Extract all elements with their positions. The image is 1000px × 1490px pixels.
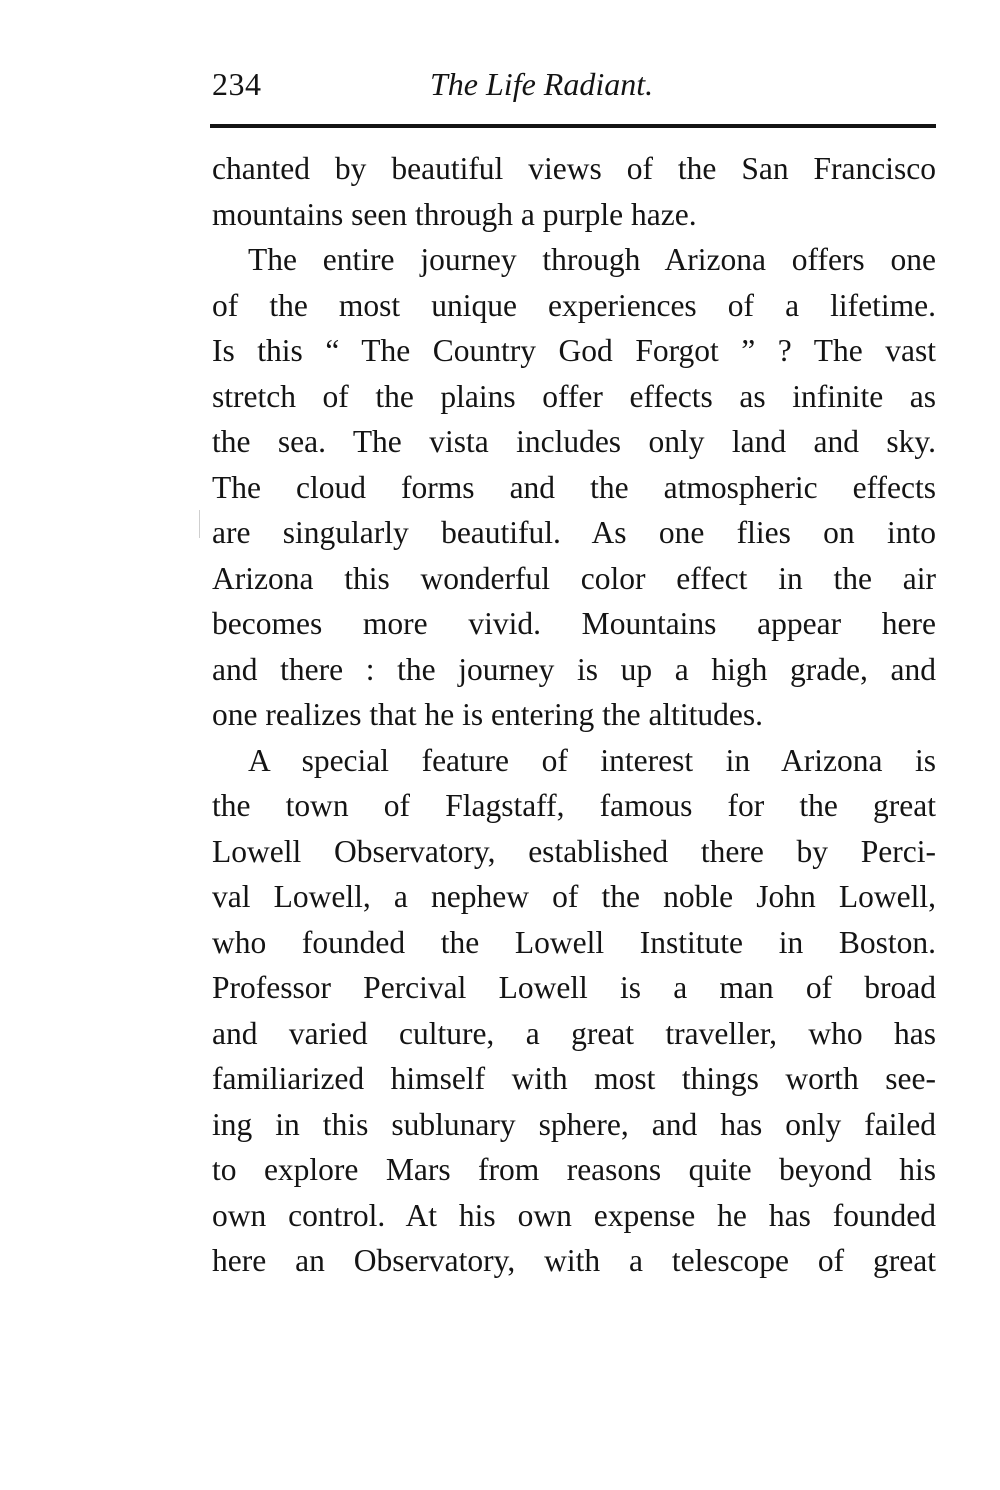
text-line: chanted by beautiful views of the San Francisco: [212, 151, 936, 186]
text-line: mountains seen through a purple haze.: [212, 196, 697, 232]
body-text: [212, 146, 936, 1284]
text-line: who founded the Lowell Institute in Boston.: [212, 924, 936, 960]
running-head: [212, 62, 936, 110]
running-title: The Life Radiant.: [430, 66, 654, 102]
text-line: are singularly beautiful. As one flies on into: [212, 515, 936, 550]
page-number: 234: [212, 66, 262, 102]
text-line: the sea. The vista includes only land and sky.: [212, 424, 936, 459]
text-line: Professor Percival Lowell is a man of broad: [212, 970, 936, 1005]
text-line: of the most unique experiences of a lifetime.: [212, 287, 936, 323]
text-line: val Lowell, a nephew of the noble John Lowell,: [212, 879, 936, 914]
text-line: here an Observatory, with a telescope of great: [212, 1243, 936, 1278]
text-line: Arizona this wonderful color effect in the air: [212, 560, 936, 596]
text-line: Is this “ The Country God Forgot ” ? The vast: [212, 333, 936, 368]
text-line: A special feature of interest in Arizona is: [248, 742, 936, 778]
text-line: becomes more vivid. Mountains appear here: [212, 606, 936, 641]
text-line: own control. At his own expense he has founded: [212, 1197, 936, 1233]
text-line: The entire journey through Arizona offers one: [248, 242, 936, 277]
text-line: one realizes that he is entering the altitudes.: [212, 697, 764, 732]
header-rule: [210, 124, 936, 128]
text-line: and varied culture, a great traveller, who has: [212, 1015, 936, 1051]
text-line: The cloud forms and the atmospheric effects: [212, 469, 936, 505]
text-line: and there : the journey is up a high grade, and: [212, 651, 936, 687]
text-line: stretch of the plains offer effects as infinite as: [212, 378, 936, 414]
text-line: Lowell Observatory, established there by Perci-: [212, 833, 936, 869]
text-line: the town of Flagstaff, famous for the great: [212, 788, 936, 823]
text-line: familiarized himself with most things worth see-: [212, 1061, 936, 1096]
text-line: to explore Mars from reasons quite beyond his: [212, 1152, 936, 1187]
margin-speck: [199, 510, 200, 538]
text-line: ing in this sublunary sphere, and has only failed: [212, 1106, 936, 1142]
